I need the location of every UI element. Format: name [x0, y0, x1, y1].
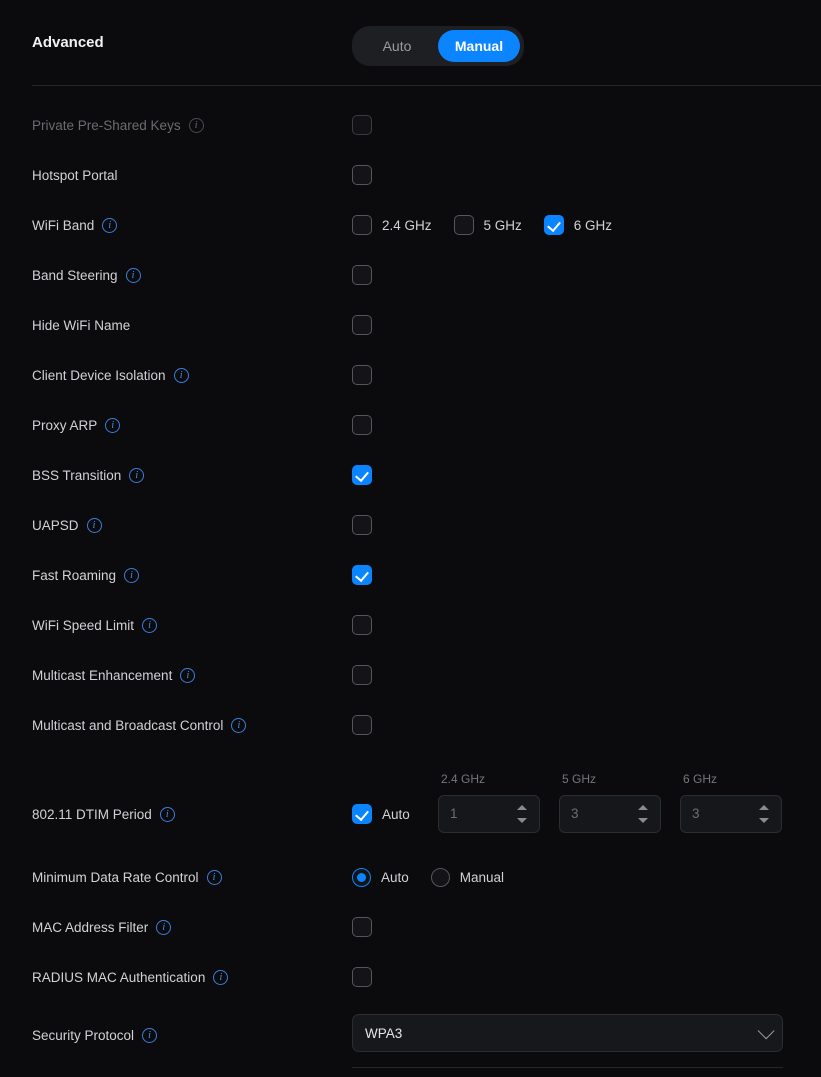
row-hide-wifi-name	[0, 300, 821, 350]
dtim-field-5ghz[interactable]	[559, 772, 661, 833]
dtim-auto-checkbox[interactable]	[352, 804, 372, 824]
dtim-field-24ghz-stepper[interactable]	[517, 796, 531, 832]
radius-mac-authentication-checkbox[interactable]	[352, 967, 372, 987]
row-label-text: RADIUS MAC Authentication	[32, 969, 206, 985]
row-control	[352, 852, 526, 902]
row-label	[32, 870, 352, 885]
fast-roaming-checkbox[interactable]	[352, 565, 372, 585]
chevron-up-icon[interactable]	[638, 805, 648, 810]
row-label-text: Security Protocol	[32, 1027, 135, 1043]
dtim-auto-option[interactable]	[352, 804, 438, 824]
dtim-field-24ghz[interactable]	[438, 772, 540, 833]
multicast-broadcast-control-checkbox[interactable]	[352, 715, 372, 735]
row-label	[32, 468, 352, 483]
row-label	[32, 618, 352, 633]
wifi-band-option-24[interactable]	[352, 215, 432, 235]
row-control	[352, 250, 372, 300]
row-band-steering	[0, 250, 821, 300]
row-label	[32, 168, 352, 183]
info-icon[interactable]: i	[207, 870, 222, 885]
wifi-band-option-6[interactable]	[544, 215, 612, 235]
wifi-band-24-label: 2.4 GHz	[382, 217, 432, 233]
row-label	[32, 568, 352, 583]
row-control	[352, 650, 372, 700]
row-multicast-enhancement	[0, 650, 821, 700]
row-label-text: Hotspot Portal	[32, 167, 118, 183]
info-icon[interactable]: i	[180, 668, 195, 683]
row-control	[352, 550, 372, 600]
info-icon[interactable]: i	[87, 518, 102, 533]
row-dtim-period	[0, 772, 821, 852]
row-control	[352, 150, 372, 200]
row-label	[32, 920, 352, 935]
info-icon[interactable]: i	[102, 218, 117, 233]
row-label	[32, 118, 352, 133]
row-label-text: Minimum Data Rate Control	[32, 869, 199, 885]
row-label	[32, 1028, 352, 1043]
row-control	[352, 300, 372, 350]
row-control	[352, 350, 372, 400]
row-control	[352, 400, 372, 450]
row-label-text: MAC Address Filter	[32, 919, 149, 935]
row-minimum-data-rate-control	[0, 852, 821, 902]
row-proxy-arp	[0, 400, 821, 450]
row-label	[32, 268, 352, 283]
mode-toggle-group[interactable]	[352, 26, 524, 66]
advanced-section-header	[0, 0, 821, 85]
wifi-band-24-checkbox[interactable]	[352, 215, 372, 235]
row-label-text: Hide WiFi Name	[32, 317, 131, 333]
dtim-field-5ghz-label: 5 GHz	[562, 772, 597, 786]
row-radius-mac-authentication	[0, 952, 821, 1002]
wifi-band-5-label: 5 GHz	[483, 217, 522, 233]
row-wifi-band	[0, 200, 821, 250]
chevron-down-icon[interactable]	[758, 1022, 775, 1039]
dtim-field-5ghz-value: 3	[571, 806, 579, 821]
row-label	[32, 368, 352, 383]
row-uapsd	[0, 500, 821, 550]
private-pre-shared-keys-checkbox[interactable]	[352, 115, 372, 135]
row-control	[352, 200, 634, 250]
info-icon[interactable]: i	[126, 268, 141, 283]
chevron-up-icon[interactable]	[759, 805, 769, 810]
chevron-down-icon[interactable]	[638, 818, 648, 823]
data-rate-manual-label: Manual	[459, 869, 505, 885]
client-device-isolation-checkbox[interactable]	[352, 365, 372, 385]
row-label	[32, 218, 352, 233]
row-label	[32, 668, 352, 683]
dtim-field-5ghz-stepper[interactable]	[638, 796, 652, 832]
row-control	[352, 700, 372, 750]
data-rate-option-manual[interactable]	[431, 868, 504, 887]
row-label-text: WiFi Band	[32, 217, 95, 233]
wifi-speed-limit-checkbox[interactable]	[352, 615, 372, 635]
mode-option-manual[interactable]: Manual	[438, 30, 520, 62]
row-mac-address-filter	[0, 902, 821, 952]
info-icon[interactable]: i	[160, 807, 175, 822]
row-label	[32, 970, 352, 985]
row-label	[32, 518, 352, 533]
row-label-text: Proxy ARP	[32, 417, 98, 433]
row-label	[32, 807, 352, 822]
row-private-pre-shared-keys	[0, 100, 821, 150]
dtim-field-6ghz-value: 3	[692, 806, 700, 821]
info-icon[interactable]: i	[156, 920, 171, 935]
row-wifi-speed-limit	[0, 600, 821, 650]
row-label-text: Multicast and Broadcast Control	[32, 717, 224, 733]
row-control	[352, 772, 801, 852]
row-multicast-broadcast-control	[0, 700, 821, 750]
page-title: Advanced	[32, 34, 104, 51]
row-divider	[352, 1067, 783, 1068]
row-label-text: 802.11 DTIM Period	[32, 806, 152, 822]
dtim-auto-label: Auto	[382, 806, 410, 822]
dtim-field-24ghz-value: 1	[450, 806, 458, 821]
chevron-up-icon[interactable]	[517, 805, 527, 810]
data-rate-manual-radio[interactable]	[431, 868, 450, 887]
row-label	[32, 718, 352, 733]
bss-transition-checkbox[interactable]	[352, 465, 372, 485]
row-label-text: WiFi Speed Limit	[32, 617, 135, 633]
wifi-band-6-label: 6 GHz	[573, 217, 613, 233]
info-icon[interactable]: i	[142, 618, 157, 633]
dtim-field-24ghz-label: 2.4 GHz	[441, 772, 486, 786]
wifi-band-5-checkbox[interactable]	[454, 215, 474, 235]
info-icon[interactable]: i	[174, 368, 189, 383]
dtim-field-6ghz-stepper[interactable]	[759, 796, 773, 832]
row-control	[352, 450, 372, 500]
row-security-protocol	[0, 1002, 821, 1068]
row-label-text: Fast Roaming	[32, 567, 117, 583]
row-control	[352, 600, 372, 650]
band-steering-checkbox[interactable]	[352, 265, 372, 285]
info-icon[interactable]: i	[231, 718, 246, 733]
row-label-text: Multicast Enhancement	[32, 667, 173, 683]
wifi-band-option-5[interactable]	[454, 215, 522, 235]
row-label-text: Client Device Isolation	[32, 367, 166, 383]
row-control	[352, 500, 372, 550]
row-control	[352, 100, 372, 150]
data-rate-option-auto[interactable]	[352, 868, 409, 887]
dtim-field-6ghz[interactable]	[680, 772, 782, 833]
multicast-enhancement-checkbox[interactable]	[352, 665, 372, 685]
info-icon[interactable]: i	[142, 1028, 157, 1043]
row-label-text: Private Pre-Shared Keys	[32, 117, 181, 133]
security-protocol-select[interactable]	[352, 1014, 783, 1052]
info-icon[interactable]: i	[129, 468, 144, 483]
data-rate-auto-radio[interactable]	[352, 868, 371, 887]
row-label	[32, 318, 352, 333]
chevron-down-icon[interactable]	[759, 818, 769, 823]
row-label-text: BSS Transition	[32, 467, 122, 483]
mac-address-filter-checkbox[interactable]	[352, 917, 372, 937]
security-protocol-value: WPA3	[365, 1025, 403, 1041]
info-icon[interactable]: i	[105, 418, 120, 433]
chevron-down-icon[interactable]	[517, 818, 527, 823]
row-client-device-isolation	[0, 350, 821, 400]
row-label	[32, 418, 352, 433]
row-bss-transition	[0, 450, 821, 500]
info-icon[interactable]: i	[213, 970, 228, 985]
row-control	[352, 952, 372, 1002]
hide-wifi-name-checkbox[interactable]	[352, 315, 372, 335]
uapsd-checkbox[interactable]	[352, 515, 372, 535]
row-control	[352, 902, 372, 952]
info-icon[interactable]: i	[189, 118, 204, 133]
row-label-text: UAPSD	[32, 517, 79, 533]
settings-list	[0, 86, 821, 1068]
info-icon[interactable]: i	[124, 568, 139, 583]
row-hotspot-portal	[0, 150, 821, 200]
wifi-band-6-checkbox[interactable]	[544, 215, 564, 235]
data-rate-auto-label: Auto	[381, 869, 409, 885]
mode-option-auto[interactable]: Auto	[382, 38, 412, 54]
dtim-field-6ghz-label: 6 GHz	[683, 772, 718, 786]
hotspot-portal-checkbox[interactable]	[352, 165, 372, 185]
proxy-arp-checkbox[interactable]	[352, 415, 372, 435]
row-fast-roaming	[0, 550, 821, 600]
row-label-text: Band Steering	[32, 267, 118, 283]
